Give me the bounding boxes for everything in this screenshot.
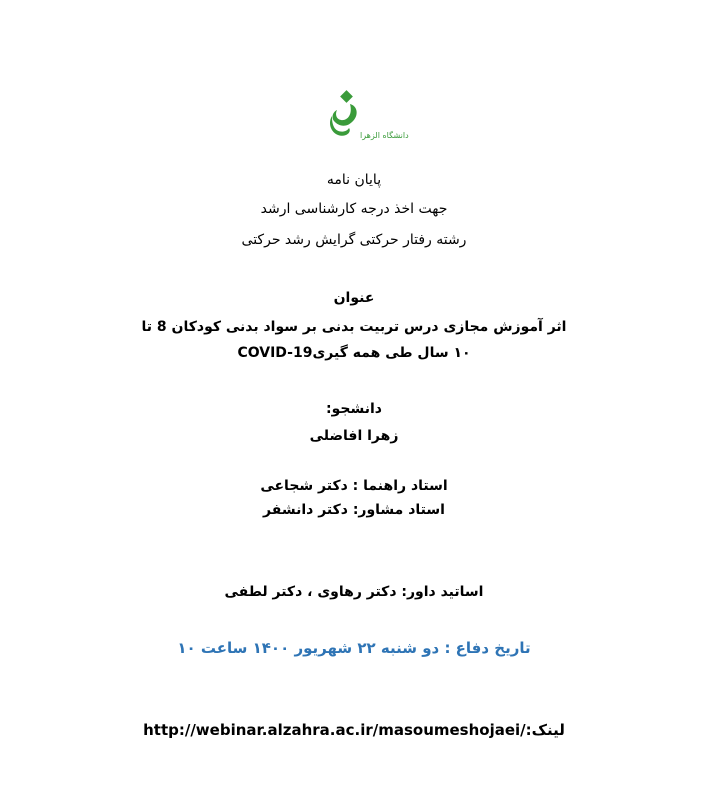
- student-name: زهرا افاضلی: [309, 428, 399, 444]
- student-label: دانشجو:: [326, 401, 382, 417]
- advisor-line: استاد راهنما : دکتر شجاعی: [260, 478, 448, 494]
- title-label: عنوان: [333, 290, 375, 306]
- judges-line: اساتید داور: دکتر رهاوی ، دکتر لطفی: [224, 584, 484, 600]
- title-line-1: اثر آموزش مجازی درس تربیت بدنی بر سواد بدنی کودکان 8 تا: [141, 319, 567, 335]
- title-line-2: ۱۰ سال طی همه گیریCOVID-19: [237, 345, 471, 361]
- university-logo-icon: [326, 88, 409, 148]
- field-line: رشته رفتار حرکتی گرایش رشد حرکتی: [241, 232, 467, 248]
- webinar-link[interactable]: http://webinar.alzahra.ac.ir/masoumeshojaei/: [143, 721, 526, 739]
- thesis-type: پایان نامه: [326, 172, 382, 188]
- link-row: [0, 720, 708, 740]
- link-label: لینک:: [525, 721, 565, 739]
- degree-line: جهت اخذ درجه کارشناسی ارشد: [260, 201, 448, 217]
- university-logo: [326, 88, 409, 148]
- logo-caption: دانشگاه الزهرا: [360, 131, 409, 140]
- defense-date: تاریخ دفاع : دو شنبه ۲۲ شهریور ۱۴۰۰ ساعت ۱۰: [177, 639, 531, 657]
- consultant-line: استاد مشاور: دکتر دانشفر: [263, 502, 445, 518]
